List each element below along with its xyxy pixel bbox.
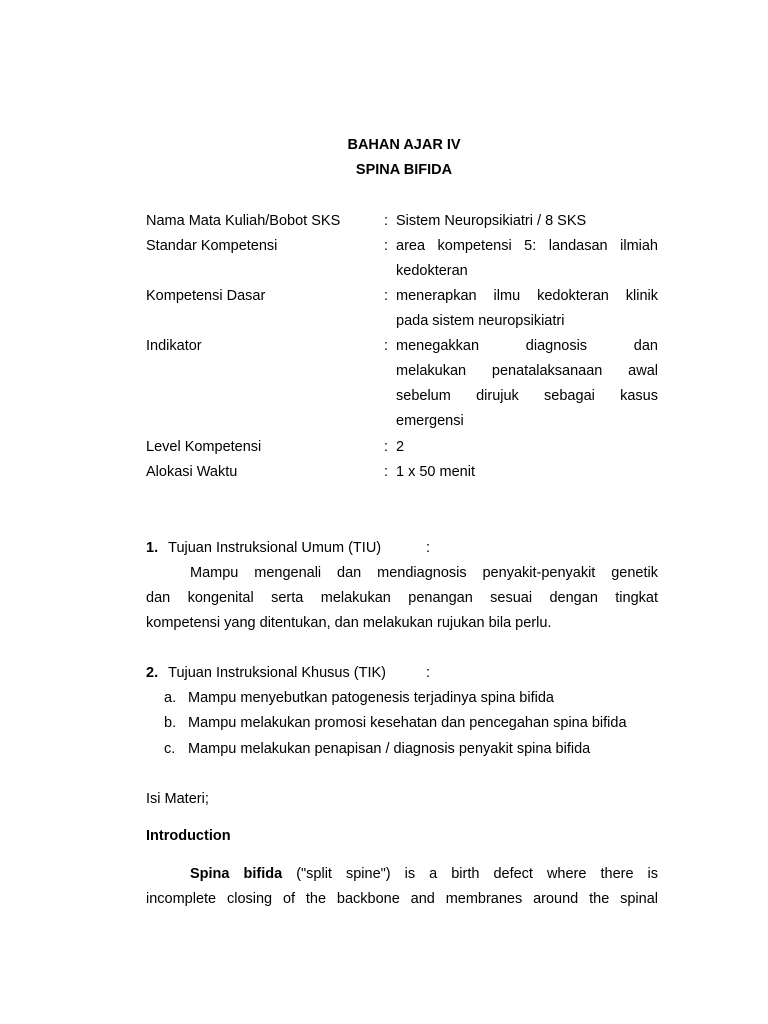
tik-list-item bbox=[164, 737, 590, 762]
tik-heading bbox=[146, 661, 658, 686]
list-text: Mampu melakukan penapisan / diagnosis penyakit spina bifida bbox=[188, 741, 591, 757]
list-marker: a. bbox=[164, 690, 177, 706]
info-value-cont: kedokteran bbox=[396, 263, 468, 279]
section-heading: Tujuan Instruksional Khusus (TIK) bbox=[168, 665, 386, 681]
intro-paragraph-line bbox=[190, 862, 658, 887]
info-value: Sistem Neuropsikiatri / 8 SKS bbox=[396, 213, 587, 229]
document-subtitle: SPINA BIFIDA bbox=[355, 162, 453, 178]
document-title: BAHAN AJAR IV bbox=[347, 137, 461, 153]
section-colon: : bbox=[426, 540, 431, 556]
info-value-cont: melakukan penatalaksanaan awal bbox=[396, 363, 658, 379]
info-value: menerapkan ilmu kedokteran klinik bbox=[396, 288, 658, 304]
info-value-cont: sebelum dirujuk sebagai kasus bbox=[396, 388, 658, 404]
info-value: menegakkan diagnosis dan bbox=[396, 338, 658, 354]
info-value-cont: emergensi bbox=[396, 413, 464, 429]
info-colon: : bbox=[384, 288, 389, 304]
info-label: Standar Kompetensi bbox=[146, 238, 278, 254]
info-colon: : bbox=[384, 213, 389, 229]
info-label: Nama Mata Kuliah/Bobot SKS bbox=[146, 213, 341, 229]
list-marker: c. bbox=[164, 741, 176, 757]
info-value: area kompetensi 5: landasan ilmiah bbox=[396, 238, 658, 254]
list-text: Mampu melakukan promosi kesehatan dan pencegahan spina bifida bbox=[188, 715, 627, 731]
tiu-paragraph-line: kompetensi yang ditentukan, dan melakukan rujukan bila perlu. bbox=[146, 615, 552, 631]
intro-paragraph-line: incomplete closing of the backbone and membranes around the spinal bbox=[146, 891, 658, 907]
info-label: Alokasi Waktu bbox=[146, 464, 238, 480]
info-colon: : bbox=[384, 439, 389, 455]
intro-heading: Introduction bbox=[146, 828, 231, 844]
materi-label: Isi Materi; bbox=[146, 791, 209, 807]
list-text: Mampu menyebutkan patogenesis terjadinya spina bifida bbox=[188, 690, 554, 706]
bold-term: Spina bifida bbox=[190, 866, 283, 882]
intro-text: ("split spine") is a birth defect where there is bbox=[296, 866, 659, 882]
info-colon: : bbox=[384, 238, 389, 254]
info-colon: : bbox=[384, 338, 389, 354]
tiu-heading bbox=[146, 536, 658, 561]
tiu-paragraph-line: Mampu mengenali dan mendiagnosis penyakit-penyakit genetik bbox=[190, 565, 658, 581]
section-number: 2. bbox=[146, 665, 159, 681]
info-label: Kompetensi Dasar bbox=[146, 288, 266, 304]
info-label: Level Kompetensi bbox=[146, 439, 262, 455]
section-number: 1. bbox=[146, 540, 159, 556]
info-value: 2 bbox=[396, 439, 405, 455]
section-heading: Tujuan Instruksional Umum (TIU) bbox=[168, 540, 382, 556]
info-colon: : bbox=[384, 464, 389, 480]
tik-list-item bbox=[164, 711, 627, 736]
info-value-cont: pada sistem neuropsikiatri bbox=[396, 313, 565, 329]
tik-list-item bbox=[164, 686, 554, 711]
info-label: Indikator bbox=[146, 338, 202, 354]
tiu-paragraph-line: dan kongenital serta melakukan penangan sesuai dengan tingkat bbox=[146, 590, 658, 606]
info-value: 1 x 50 menit bbox=[396, 464, 475, 480]
list-marker: b. bbox=[164, 715, 177, 731]
section-colon: : bbox=[426, 665, 431, 681]
